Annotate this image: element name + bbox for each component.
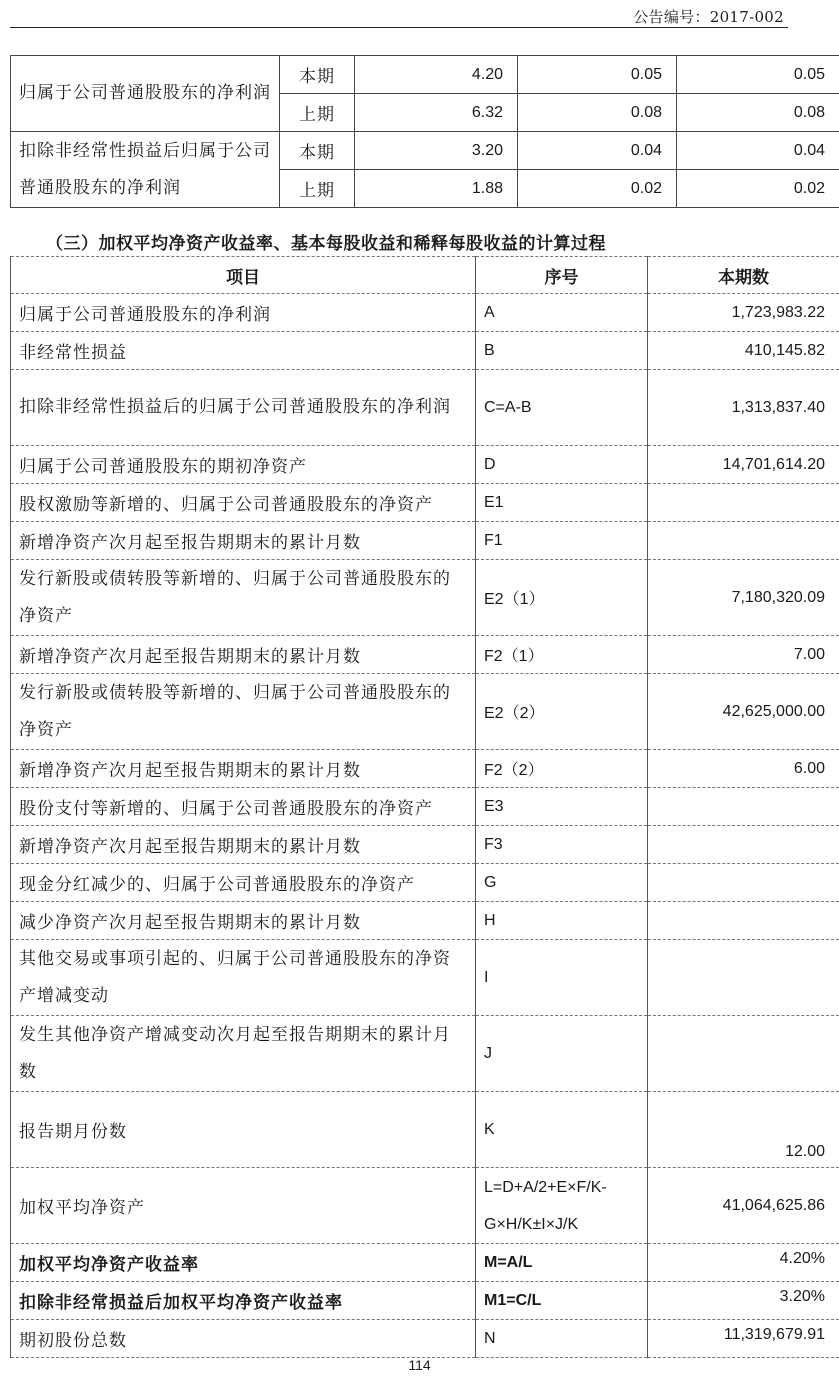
item-cell: 股权激励等新增的、归属于公司普通股股东的净资产 <box>11 484 476 522</box>
code-cell: M=A/L <box>476 1244 648 1282</box>
code-cell: E2（1） <box>476 560 648 636</box>
period-label: 本期 <box>280 132 355 170</box>
value-cell <box>648 788 839 826</box>
value-cell <box>648 484 839 522</box>
table-row <box>11 750 839 788</box>
value-cell: 7.00 <box>648 636 839 674</box>
item-cell: 发行新股或债转股等新增的、归属于公司普通股股东的净资产 <box>11 560 476 636</box>
column-header-item: 项目 <box>11 257 476 294</box>
table-row <box>11 902 839 940</box>
code-cell: J <box>476 1016 648 1092</box>
table-header-row <box>11 257 839 294</box>
value-cell <box>648 940 839 1016</box>
code-cell: G <box>476 864 648 902</box>
code-cell: L=D+A/2+E×F/K-G×H/K±I×J/K <box>476 1168 648 1244</box>
item-cell: 非经常性损益 <box>11 332 476 370</box>
item-cell: 新增净资产次月起至报告期期末的累计月数 <box>11 522 476 560</box>
code-cell: C=A-B <box>476 370 648 446</box>
table-row <box>11 1168 839 1244</box>
code-cell: A <box>476 294 648 332</box>
section-title: （三）加权平均净资产收益率、基本每股收益和稀释每股收益的计算过程 <box>46 234 606 254</box>
value-cell: 0.04 <box>677 132 839 170</box>
code-cell: B <box>476 332 648 370</box>
value-cell <box>648 1016 839 1092</box>
value-cell: 0.02 <box>518 170 677 208</box>
table-row <box>11 446 839 484</box>
item-cell: 加权平均净资产收益率 <box>11 1244 476 1282</box>
value-cell: 0.05 <box>677 56 839 94</box>
table-row <box>11 674 839 750</box>
value-cell: 1.88 <box>355 170 518 208</box>
value-cell: 7,180,320.09 <box>648 560 839 636</box>
item-cell: 发行新股或债转股等新增的、归属于公司普通股股东的净资产 <box>11 674 476 750</box>
item-cell: 归属于公司普通股股东的净利润 <box>11 294 476 332</box>
value-cell: 1,313,837.40 <box>648 370 839 446</box>
table-row <box>11 294 839 332</box>
table-row <box>11 940 839 1016</box>
row-label: 扣除非经常性损益后归属于公司普通股股东的净利润 <box>11 132 280 208</box>
value-cell: 14,701,614.20 <box>648 446 839 484</box>
row-label: 归属于公司普通股股东的净利润 <box>11 56 280 132</box>
value-cell: 1,723,983.22 <box>648 294 839 332</box>
item-cell: 减少净资产次月起至报告期期末的累计月数 <box>11 902 476 940</box>
page-number: 114 <box>408 1357 431 1373</box>
roe-calculation-table <box>10 256 839 1358</box>
table-row <box>11 560 839 636</box>
code-cell: E2（2） <box>476 674 648 750</box>
code-cell: E1 <box>476 484 648 522</box>
item-cell: 新增净资产次月起至报告期期末的累计月数 <box>11 636 476 674</box>
table-row <box>11 1016 839 1092</box>
item-cell: 现金分红减少的、归属于公司普通股股东的净资产 <box>11 864 476 902</box>
value-cell: 0.05 <box>518 56 677 94</box>
value-cell: 12.00 <box>648 1092 839 1168</box>
code-cell: F3 <box>476 826 648 864</box>
value-cell: 0.02 <box>677 170 839 208</box>
item-cell: 加权平均净资产 <box>11 1168 476 1244</box>
code-cell: F1 <box>476 522 648 560</box>
table-row <box>11 1320 839 1358</box>
table-row <box>11 1244 839 1282</box>
item-cell: 股份支付等新增的、归属于公司普通股股东的净资产 <box>11 788 476 826</box>
value-cell <box>648 522 839 560</box>
period-label: 上期 <box>280 170 355 208</box>
value-cell <box>648 864 839 902</box>
value-cell: 0.04 <box>518 132 677 170</box>
period-label: 上期 <box>280 94 355 132</box>
item-cell: 其他交易或事项引起的、归属于公司普通股股东的净资产增减变动 <box>11 940 476 1016</box>
item-cell: 扣除非经常性损益后的归属于公司普通股股东的净利润 <box>11 370 476 446</box>
table-row <box>11 788 839 826</box>
value-cell: 11,319,679.91 <box>648 1320 839 1358</box>
value-cell: 4.20% <box>648 1244 839 1282</box>
code-cell: D <box>476 446 648 484</box>
code-cell: H <box>476 902 648 940</box>
eps-summary-table <box>10 55 839 208</box>
value-cell: 6.32 <box>355 94 518 132</box>
item-cell: 报告期月份数 <box>11 1092 476 1168</box>
value-cell: 41,064,625.86 <box>648 1168 839 1244</box>
item-cell: 归属于公司普通股股东的期初净资产 <box>11 446 476 484</box>
value-cell: 4.20 <box>355 56 518 94</box>
table-row <box>11 132 839 170</box>
code-cell: K <box>476 1092 648 1168</box>
value-cell <box>648 902 839 940</box>
code-cell: I <box>476 940 648 1016</box>
table-row <box>11 484 839 522</box>
code-cell: M1=C/L <box>476 1282 648 1320</box>
value-cell <box>648 826 839 864</box>
table-row <box>11 864 839 902</box>
item-cell: 扣除非经常损益后加权平均净资产收益率 <box>11 1282 476 1320</box>
table-row <box>11 826 839 864</box>
code-cell: N <box>476 1320 648 1358</box>
column-header-value: 本期数 <box>648 257 839 294</box>
table-row <box>11 370 839 446</box>
value-cell: 0.08 <box>518 94 677 132</box>
table-row <box>11 1282 839 1320</box>
period-label: 本期 <box>280 56 355 94</box>
column-header-code: 序号 <box>476 257 648 294</box>
header-rule <box>10 27 788 28</box>
code-cell: F2（2） <box>476 750 648 788</box>
table-row <box>11 522 839 560</box>
table-row <box>11 56 839 94</box>
value-cell: 410,145.82 <box>648 332 839 370</box>
announcement-code: 公告编号：2017-002 <box>633 8 784 26</box>
table-row <box>11 636 839 674</box>
value-cell: 0.08 <box>677 94 839 132</box>
item-cell: 发生其他净资产增减变动次月起至报告期期末的累计月数 <box>11 1016 476 1092</box>
value-cell: 3.20 <box>355 132 518 170</box>
code-cell: F2（1） <box>476 636 648 674</box>
value-cell: 6.00 <box>648 750 839 788</box>
table-row <box>11 332 839 370</box>
code-cell: E3 <box>476 788 648 826</box>
item-cell: 期初股份总数 <box>11 1320 476 1358</box>
item-cell: 新增净资产次月起至报告期期末的累计月数 <box>11 750 476 788</box>
table-row <box>11 1092 839 1168</box>
value-cell: 42,625,000.00 <box>648 674 839 750</box>
value-cell: 3.20% <box>648 1282 839 1320</box>
item-cell: 新增净资产次月起至报告期期末的累计月数 <box>11 826 476 864</box>
